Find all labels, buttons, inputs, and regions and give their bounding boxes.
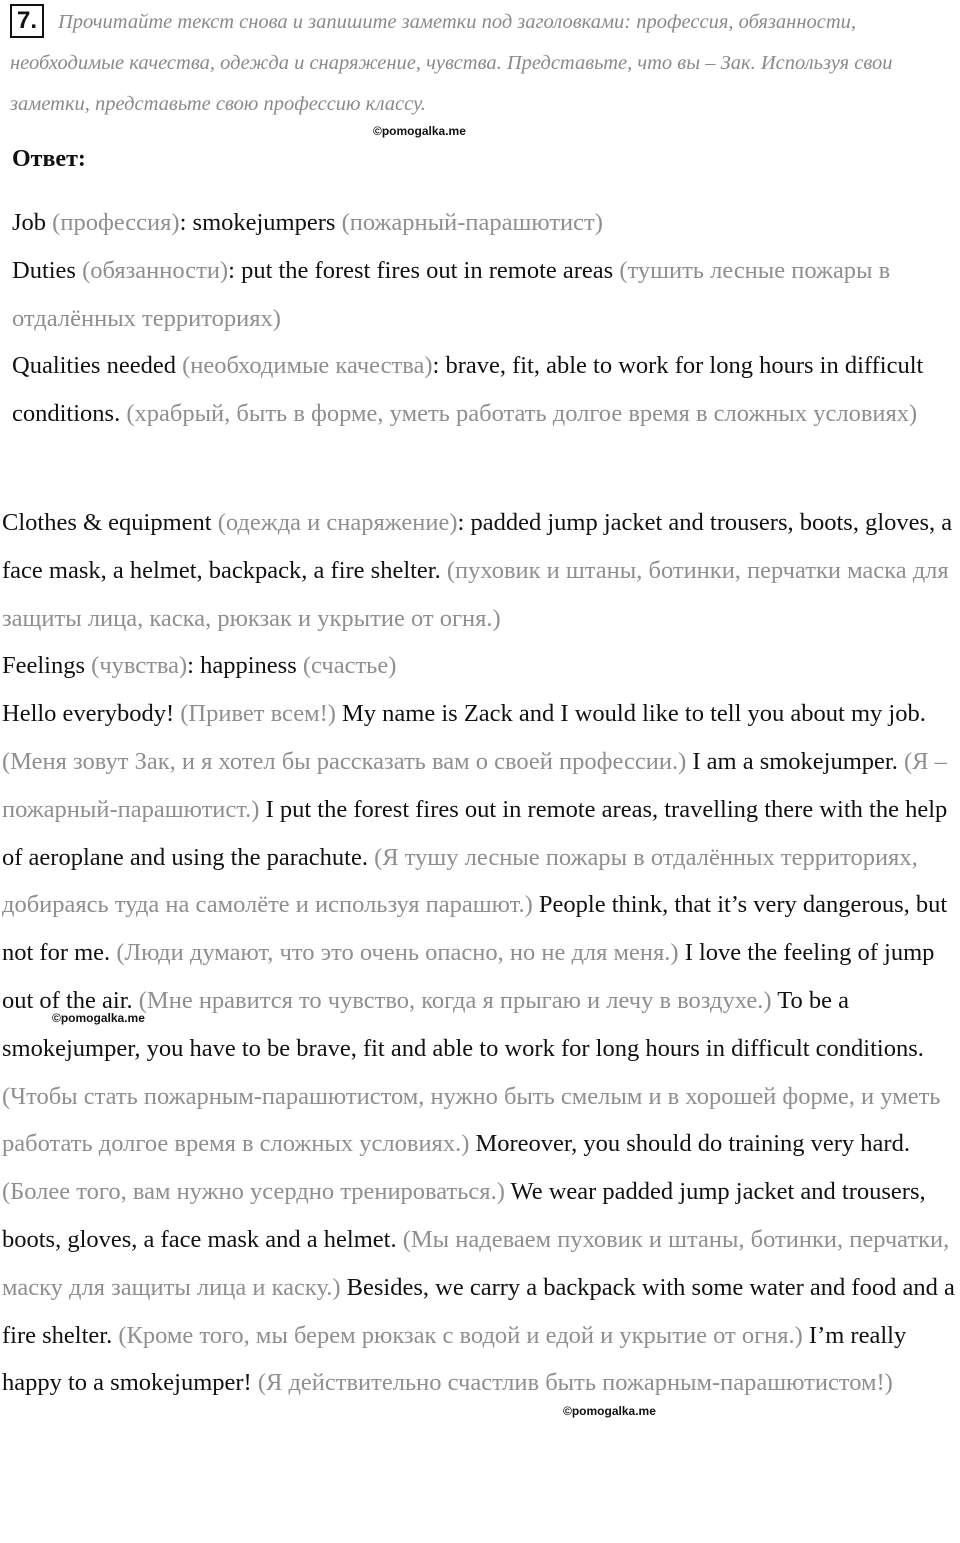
note-separator: : [187,652,201,680]
note-label: Job [12,209,47,236]
sentence-en: I am a smokejumper. [692,747,898,775]
sentence-ru: (Чтобы стать пожарным-парашютистом, нужно быть смелым и в хорошей форме, и уметь работать долгое время в сложных условиях.) [2,1082,941,1158]
sentence-ru: (Люди думают, что это очень опасно, но не для меня.) [116,939,679,967]
sentence-en: To be a smokejumper, you have to be brave, fit and able to work for long hours in difficult conditions. [2,986,924,1062]
sentence-ru: (Меня зовут Зак, и я хотел бы рассказать вам о своей профессии.) [2,747,687,775]
note-duties [12,247,958,343]
note-qualities [12,342,958,438]
sentence-ru: (Мы надеваем пуховик и штаны, ботинки, перчатки, маску для защиты лица и каску.) [2,1225,950,1301]
note-label: Qualities needed [12,352,176,380]
note-value: happiness [200,652,297,680]
notes-block [12,199,958,438]
note-job [12,199,958,247]
sentence-ru: (Я – пожарный-парашютист.) [2,747,947,823]
sentence-en: Moreover, you should do training very hard. [475,1130,910,1158]
note-value: smokejumpers [192,209,336,236]
note-label: Feelings [2,652,86,680]
note-value: brave, fit, able to work for long hours in difficult conditions. [12,352,924,428]
sentence-en: People think, that it’s very dangerous, but not for me. [2,891,948,967]
sentence-ru: (Кроме того, мы берем рюкзак с водой и едой и укрытие от огня.) [118,1321,803,1349]
sentence-en: I love the feeling of jump out of the air. [2,939,935,1014]
sentence-en: I put the forest fires out in remote areas, travelling there with the help of aeroplane and using the parachute. [2,795,948,871]
sentence-en: My name is Zack and I would like to tell you about my job. [342,700,926,728]
task-number: 7. [10,4,44,38]
note-separator: : [179,209,193,236]
notes-continued [2,499,958,1407]
note-value-translation: (счастье) [302,652,397,680]
note-feelings [2,642,958,690]
note-value: put the forest fires out in remote areas [241,256,614,284]
note-value-translation: (храбрый, быть в форме, уметь работать долгое время в сложных условиях) [126,400,918,428]
sentence-ru: (Более того, вам нужно усердно тренироваться.) [2,1178,505,1206]
sentence-ru: (Я тушу лесные пожары в отдалённых территориях, добираясь туда на самолёте и используя парашют.) [2,843,918,919]
note-label-translation: (профессия) [52,209,180,236]
answer-heading: Ответ: [12,146,86,172]
note-value-translation: (пуховик и штаны, ботинки, перчатки маска для защиты лица, каска, рюкзак и укрытие от огня.) [2,556,949,632]
sentence-ru: (Я действительно счастлив быть пожарным-парашютистом!) [257,1369,893,1397]
presentation-text [2,690,958,1407]
note-value: padded jump jacket and trousers, boots, gloves, a face mask, a helmet, backpack, a fire shelter. [2,509,953,584]
task-block [10,2,958,125]
note-separator: : [432,352,446,380]
sentence-en: Hello everybody! [2,700,175,728]
note-label: Duties [12,256,76,284]
task-instructions: Прочитайте текст снова и запишите заметки под заголовками: профессия, обязанности, необходимые качества, одежда и снаряжение, чувства. Представьте, что вы – Зак. Используя свои заметки, представьте свою профессию классу. [10,11,893,115]
sentence-ru: (Мне нравится то чувство, когда я прыгаю и лечу в воздухе.) [138,986,772,1014]
note-label-translation: (одежда и снаряжение) [217,509,458,536]
note-label-translation: (обязанности) [82,256,229,284]
watermark: ©pomogalka.me [52,1011,145,1025]
watermark: ©pomogalka.me [373,124,466,138]
sentence-en: Besides, we carry a backpack with some water and food and a fire shelter. [2,1273,955,1349]
note-label: Clothes & equipment [2,509,212,536]
note-value-translation: (пожарный-парашютист) [341,209,603,236]
note-value-translation: (тушить лесные пожары в отдалённых территориях) [12,256,891,332]
sentence-ru: (Привет всем!) [180,700,336,728]
sentence-en: We wear padded jump jacket and trousers, boots, gloves, a face mask and a helmet. [2,1178,926,1253]
note-label-translation: (чувства) [91,652,188,680]
note-separator: : [457,509,471,536]
sentence-en: I’m really happy to a smokejumper! [2,1321,907,1397]
note-clothes [2,499,958,642]
watermark: ©pomogalka.me [563,1404,656,1418]
note-separator: : [228,256,242,284]
note-label-translation: (необходимые качества) [182,352,433,380]
